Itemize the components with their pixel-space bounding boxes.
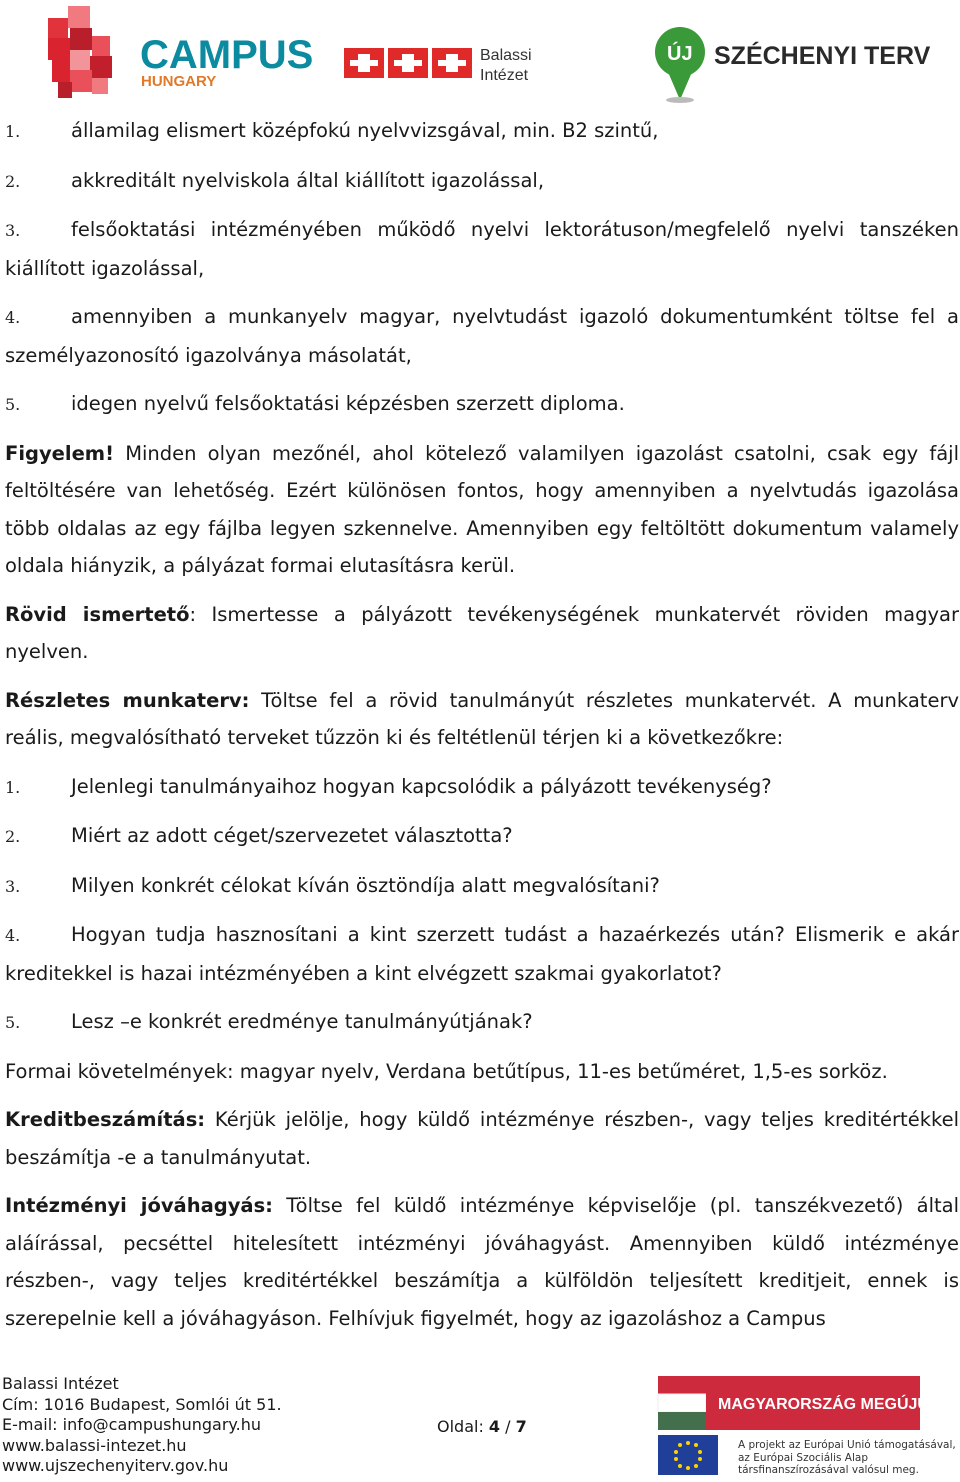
rovid-ismerteto-paragraph [5, 596, 959, 671]
list2-item [5, 916, 959, 992]
list-number: 5. [5, 395, 21, 414]
eu-flag-icon [658, 1435, 718, 1475]
list2-item [5, 1003, 959, 1042]
list-number: 5. [5, 1013, 21, 1032]
kredit-text: Kérjük jelölje, hogy küldő intézménye részben-, vagy teljes kreditértékkel beszámítja -e a tanulmányutat. [5, 1108, 959, 1169]
figyelem-text: Minden olyan mezőnél, ahol kötelező valamilyen igazolást csatolni, csak egy fájl feltöltésére van lehetőség. Ezért különösen fontos, hogy amennyiben a nyelvtudás igazolása több oldalas az egy fájlba legyen szkennelve. Amennyiben egy feltöltött dokumentum valamely oldala hiányzik, a pályázat formai elutasításra kerül. [5, 441, 959, 577]
list2-item [5, 867, 959, 906]
list-text: idegen nyelvű felsőoktatási képzésben szerzett diploma. [71, 392, 625, 415]
page-total: 7 [515, 1417, 527, 1436]
list1-item [5, 385, 959, 424]
kredit-label: Kreditbeszámítás: [5, 1108, 206, 1131]
list1-item [5, 298, 959, 374]
figyelem-label: Figyelem! [5, 441, 115, 465]
eu-support-text [738, 1439, 956, 1477]
list-text: Jelenlegi tanulmányaihoz hogyan kapcsolódik a pályázott tevékenység? [71, 774, 772, 798]
magyarorszag-megujul-banner [658, 1376, 939, 1430]
campus-hungary-logo [48, 6, 314, 102]
list2-item [5, 768, 959, 807]
footer-address: Cím: 1016 Budapest, Somlói út 51. [2, 1394, 282, 1414]
balassi-logo-line2: Intézet [480, 67, 529, 84]
list1-item [5, 162, 959, 201]
page-separator: / [500, 1417, 516, 1436]
list1-item [5, 112, 959, 151]
uj-szechenyi-terv-logo [654, 26, 931, 106]
list-number: 3. [5, 876, 21, 896]
footer-contact [2, 1374, 282, 1477]
footer-web-link[interactable]: www.ujszechenyiterv.gov.hu [2, 1456, 229, 1475]
list-text: Hogyan tudja hasznosítani a kint szerzett tudást a hazaérkezés után? Elismerik e akár kreditekkel is hazai intézményében a kint elvégzett szakmai gyakorlatot? [5, 923, 959, 985]
list-number: 4. [5, 308, 21, 327]
intezmenyi-label: Intézményi jóváhagyás: [5, 1194, 273, 1217]
list-number: 1. [5, 777, 21, 797]
list-number: 2. [5, 827, 21, 846]
page-indicator [437, 1417, 527, 1436]
eu-line: A projekt az Európai Unió támogatásával, [738, 1439, 956, 1451]
intezmenyi-text: Töltse fel küldő intézménye képviselője (pl. tanszékvezető) által aláírással, pecséttel hitelesített intézményi jóváhagyást. Amennyiben küldő intézménye részben-, vagy teljes kreditértékkel beszámítja a külföldön teljesített kreditjeit, ennek is szerepelnie kell a jóváhagyáson. Felhívjuk figyelmét, hogy az igazoláshoz a Campus [5, 1194, 959, 1330]
page-current: 4 [488, 1417, 501, 1436]
rovid-text: : Ismertesse a pályázott tevékenységének munkatervét röviden magyar nyelven. [5, 602, 959, 663]
szechenyi-logo-text: SZÉCHENYI TERV [714, 42, 931, 70]
list-text: felsőoktatási intézményében működő nyelvi lektorátuson/megfelelő nyelvi tanszéken kiállított igazolással, [5, 218, 959, 280]
list-text: államilag elismert középfokú nyelvvizsgával, min. B2 szintű, [71, 119, 659, 142]
balassi-intezet-logo [342, 38, 552, 88]
formai-kovetelmenyek-paragraph: Formai követelmények: magyar nyelv, Verdana betűtípus, 11-es betűméret, 1,5-es sorköz. [5, 1059, 888, 1083]
intezmenyi-jovahagyas-paragraph [5, 1187, 959, 1337]
rovid-label: Rövid ismertető [5, 602, 190, 626]
list-number: 4. [5, 926, 21, 945]
list-text: amennyiben a munkanyelv magyar, nyelvtudást igazoló dokumentumként töltse fel a személyazonosító igazolványa másolatát, [5, 305, 959, 367]
page-header [0, 0, 960, 108]
page-footer [0, 1370, 960, 1482]
footer-email[interactable]: E-mail: info@campushungary.hu [2, 1415, 261, 1434]
kreditbeszamitas-paragraph [5, 1101, 959, 1176]
campus-logo-word: CAMPUS [140, 33, 314, 77]
reszletes-munkaterv-paragraph [5, 682, 959, 757]
list-text: akkreditált nyelviskola által kiállított igazolással, [71, 168, 545, 192]
reszletes-label: Részletes munkaterv: [5, 688, 250, 712]
eu-support-block [658, 1435, 958, 1479]
banner-text: MAGYARORSZÁG MEGÚJUL [718, 1396, 939, 1413]
list-number: 2. [5, 171, 21, 191]
list-text: Milyen konkrét célokat kíván ösztöndíja alatt megvalósítani? [71, 873, 660, 897]
list-number: 3. [5, 221, 21, 240]
list-number: 1. [5, 122, 21, 141]
figyelem-paragraph [5, 435, 959, 585]
campus-logo-sub: HUNGARY [141, 73, 217, 90]
page-label: Oldal: [437, 1417, 489, 1436]
reszletes-text: Töltse fel a rövid tanulmányút részletes munkatervét. A munkaterv reális, megvalósítható terveket tűzzön ki és feltétlenül térjen ki a következőkre: [5, 688, 960, 749]
footer-web-link[interactable]: www.balassi-intezet.hu [2, 1435, 187, 1455]
footer-org: Balassi Intézet [2, 1374, 119, 1393]
balassi-logo-line1: Balassi [480, 47, 532, 64]
szechenyi-badge-text: ÚJ [667, 43, 693, 65]
list-text: Lesz –e konkrét eredménye tanulmányútjának? [71, 1010, 533, 1033]
document-body [5, 112, 959, 1348]
eu-line: társfinanszírozásával valósul meg. [738, 1464, 919, 1476]
list2-item [5, 817, 959, 856]
eu-line: az Európai Szociális Alap [738, 1451, 869, 1464]
list-text: Miért az adott céget/szervezetet választotta? [71, 824, 513, 847]
list1-item [5, 211, 959, 287]
